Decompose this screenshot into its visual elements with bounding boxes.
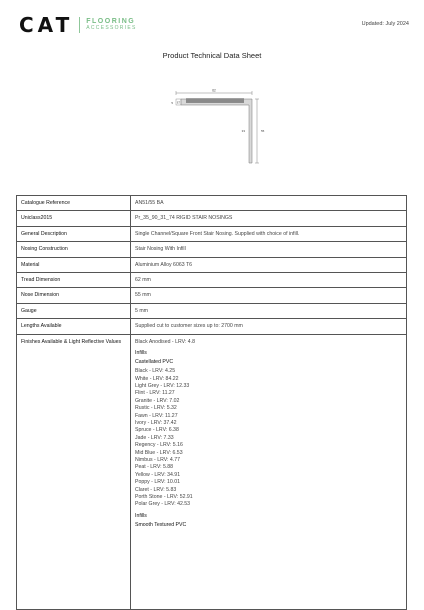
list-item: Peat - LRV: 5.88 <box>135 464 174 471</box>
row-value: Aluminium Alloy 6063 T6 <box>131 257 407 272</box>
list-item: Jade - LRV: 7.33 <box>135 434 174 441</box>
right-dimension-label: 55 <box>261 129 265 133</box>
table-row <box>17 242 407 257</box>
infills-heading: Infills <box>135 349 147 356</box>
row-label: Material <box>17 257 131 272</box>
logo-divider <box>79 17 80 33</box>
list-item: Spruce - LRV: 6.38 <box>135 427 179 434</box>
base-finish: Black Anodised - LRV: 4.8 <box>135 338 195 345</box>
row-label: Uniclass2015 <box>17 211 131 226</box>
list-item: Polar Grey - LRV: 42.53 <box>135 501 191 508</box>
inner-dimension-label: 33 <box>241 129 245 133</box>
row-label: Nose Dimension <box>17 288 131 303</box>
table-row <box>17 196 407 211</box>
finishes-label: Finishes Available & Light Reflective Values <box>17 334 131 609</box>
list-item: Black - LRV: 4.25 <box>135 368 176 375</box>
list-item: Regency - LRV: 5.16 <box>135 442 183 449</box>
left-dimension-label: 5 <box>171 101 173 105</box>
page-header <box>19 14 409 36</box>
finishes-value <box>131 334 407 609</box>
row-label: Tread Dimension <box>17 272 131 287</box>
infills-heading-2: Infills <box>135 512 147 519</box>
nosing-profile-drawing <box>165 86 265 168</box>
infill-strip <box>186 98 244 102</box>
row-value: Pr_35_90_31_74 RIGID STAIR NOSINGS <box>131 211 407 226</box>
row-value: 55 mm <box>131 288 407 303</box>
list-item: Porth Stone - LRV: 52.91 <box>135 494 193 501</box>
list-item: Nimbus - LRV: 4.77 <box>135 457 180 463</box>
table-row <box>17 303 407 318</box>
list-item: Yellow - LRV: 34.91 <box>135 471 181 478</box>
smooth-heading: Smooth Textured PVC <box>135 522 187 529</box>
list-item: Mid Blue - LRV: 6.53 <box>135 449 183 456</box>
svg-text:ET: ET <box>176 101 181 105</box>
list-item: Rustic - LRV: 5.32 <box>135 405 177 412</box>
table-row <box>17 272 407 287</box>
document-title: Product Technical Data Sheet <box>162 51 262 60</box>
table-row <box>17 226 407 241</box>
row-label: Catalogue Reference <box>17 196 131 211</box>
castellated-list <box>135 368 402 509</box>
finishes-row <box>17 334 407 609</box>
list-item: Granite - LRV: 7.02 <box>135 397 180 404</box>
list-item: White - LRV: 84.22 <box>135 375 179 382</box>
castellated-heading: Castellated PVC <box>135 358 174 365</box>
logo-flooring-text: FLOORING <box>86 18 136 25</box>
table-row <box>17 211 407 226</box>
table-row <box>17 257 407 272</box>
table-row <box>17 319 407 334</box>
row-value: Stair Nosing With Infill <box>131 242 407 257</box>
cat-logo <box>19 14 137 36</box>
list-item: Light Grey - LRV: 12.33 <box>135 382 190 389</box>
updated-date: Updated: July 2024 <box>361 21 409 27</box>
logo-subtitle <box>86 18 136 32</box>
list-item: Poppy - LRV: 10.01 <box>135 479 180 486</box>
row-label: Nosing Construction <box>17 242 131 257</box>
list-item: Claret - LRV: 5.83 <box>135 486 177 493</box>
row-label: Gauge <box>17 303 131 318</box>
spec-table <box>16 195 407 610</box>
row-value: AN51/55 BA <box>131 196 407 211</box>
logo-accessories-text: ACCESSORIES <box>86 25 137 31</box>
list-item: Flint - LRV: 11.27 <box>135 390 175 397</box>
row-label: Lengths Available <box>17 319 131 334</box>
top-dimension-label: 62 <box>212 88 216 93</box>
row-value: 62 mm <box>131 272 407 287</box>
logo-wordmark: CAT <box>19 13 74 37</box>
table-row <box>17 288 407 303</box>
row-label: General Description <box>17 226 131 241</box>
list-item: Ivory - LRV: 37.42 <box>135 419 177 426</box>
row-value: 5 mm <box>131 303 407 318</box>
list-item: Fawn - LRV: 11.27 <box>135 412 178 419</box>
row-value: Single Channel/Square Front Stair Nosing. Supplied with choice of infill. <box>131 226 407 241</box>
row-value: Supplied cut to customer sizes up to: 2700 mm <box>131 319 407 334</box>
